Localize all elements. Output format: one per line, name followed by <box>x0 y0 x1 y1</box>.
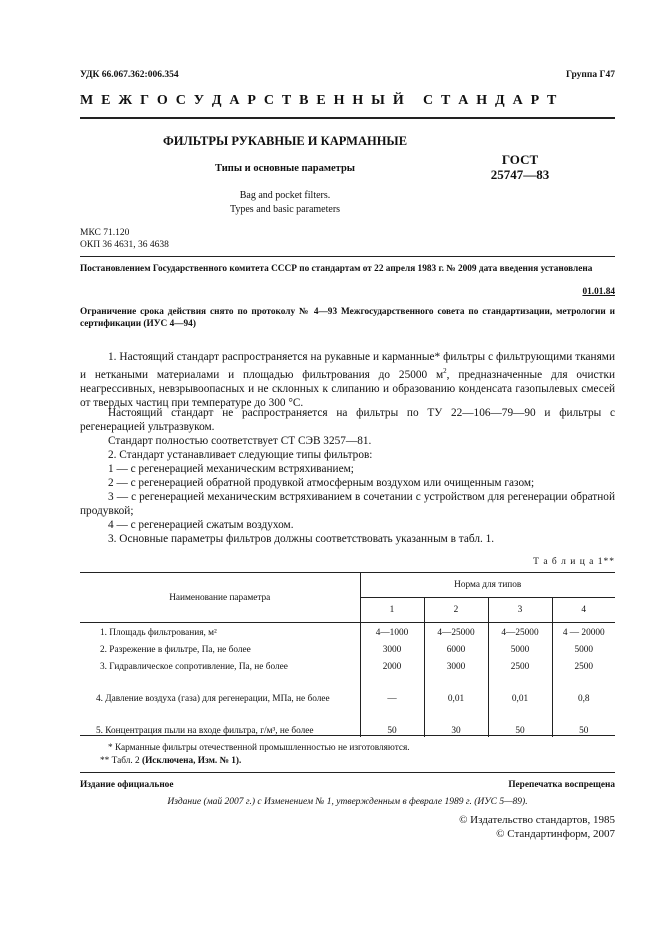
footnote-2: ** Табл. 2 (Исключена, Изм. № 1). <box>100 756 242 766</box>
table-row: 3. Гидравлическое сопротивление, Па, не более 2000 3000 2500 2500 <box>80 656 615 673</box>
mks-code: МКС 71.120 <box>80 228 130 238</box>
introduction-date: 01.01.84 <box>582 287 615 297</box>
document-title: ФИЛЬТРЫ РУКАВНЫЕ И КАРМАННЫЕ <box>162 134 408 148</box>
type-header: 1 <box>360 598 424 623</box>
table-row: 1. Площадь фильтрования, м² 4—1000 4—25000 4—25000 4 — 20000 <box>80 623 615 640</box>
parameters-table <box>80 573 615 737</box>
english-title-line2: Types and basic parameters <box>229 204 341 215</box>
paragraph-2: Настоящий стандарт не распространяется на фильтры по ТУ 22—106—79—90 и фильтры с регенерацией ультразвуком. <box>80 407 615 433</box>
english-title-line1: Bag and pocket filters. <box>239 190 331 201</box>
gost-label: ГОСТ <box>501 152 539 167</box>
table-caption: Т а б л и ц а 1** <box>533 557 615 567</box>
type-header: 4 <box>552 598 615 623</box>
type-header: 3 <box>488 598 552 623</box>
param-name-header: Наименование параметра <box>80 573 360 623</box>
copyright-1: © Издательство стандартов, 1985 <box>459 814 615 826</box>
copyright-2: © Стандартинформ, 2007 <box>496 828 615 840</box>
paragraph-1: 1. Настоящий стандарт распространяется на рукавные и карманные* фильтры с фильтрующими тканями и неткаными материалами и площадью фильтрования до 25000 $м^2$, предназначенные для очистки неагрессивных, невзрывоопасных и не склонных к слипанию и образованию конденсата газопылевых смесей от твердых частиц при температуре до 300 °С. <box>80 351 615 409</box>
paragraph-5: 3. Основные параметры фильтров должны соответствовать указанным в табл. 1. <box>108 533 495 545</box>
official-edition: Издание официальное <box>80 780 174 790</box>
type-2: 2 — с регенерацией обратной продувкой атмосферным воздухом или очищенным газом; <box>108 477 535 489</box>
type-1: 1 — с регенерацией механическим встряхиванием; <box>108 463 354 475</box>
reprint-notice: Перепечатка воспрещена <box>508 780 615 790</box>
type-header: 2 <box>424 598 488 623</box>
type-4: 4 — с регенерацией сжатым воздухом. <box>108 519 294 531</box>
norm-header: Норма для типов <box>360 573 615 598</box>
table-row: 2. Разрежение в фильтре, Па, не более 3000 6000 5000 5000 <box>80 639 615 656</box>
table-row: 4. Давление воздуха (газа) для регенерации, МПа, не более — 0,01 0,01 0,8 <box>80 673 615 705</box>
banner-divider <box>80 117 615 119</box>
codes-divider <box>80 256 615 257</box>
group-code: Группа Г47 <box>566 70 615 80</box>
okp-code: ОКП 36 4631, 36 4638 <box>80 240 169 250</box>
limitation-text: Ограничение срока действия снято по протоколу № 4—93 Межгосударственного совета по стандартизации, метрологии и сертификации (ИУС 4—94) <box>80 307 615 329</box>
standard-banner: М Е Ж Г О С У Д А Р С Т В Е Н Н Ы Й С Т А Н Д А Р Т <box>80 93 559 108</box>
edition-note: Издание (май 2007 г.) с Изменением № 1, утвержденным в феврале 1989 г. (ИУС 5—89). <box>167 797 528 807</box>
paragraph-3: Стандарт полностью соответствует СТ СЭВ 3257—81. <box>108 435 372 447</box>
table-bottom-border <box>80 735 615 736</box>
document-subtitle: Типы и основные параметры <box>214 163 356 174</box>
gost-number: 25747—83 <box>490 167 550 182</box>
paragraph-4: 2. Стандарт устанавливает следующие типы фильтров: <box>108 449 373 461</box>
decree-text: Постановлением Государственного комитета СССР по стандартам от 22 апреля 1983 г. № 2009 дата введения установлена <box>80 264 593 274</box>
footnote-1: * Карманные фильтры отечественной промышленностью не изготовляются. <box>108 743 410 753</box>
table-row: 5. Концентрация пыли на входе фильтра, г/м³, не более 50 30 50 50 <box>80 705 615 737</box>
udk-code: УДК 66.067.362:006.354 <box>80 70 179 80</box>
type-3: 3 — с регенерацией механическим встряхиванием в сочетании с устройством для регенерации обратной продувкой; <box>80 491 615 517</box>
footer-divider <box>80 772 615 773</box>
